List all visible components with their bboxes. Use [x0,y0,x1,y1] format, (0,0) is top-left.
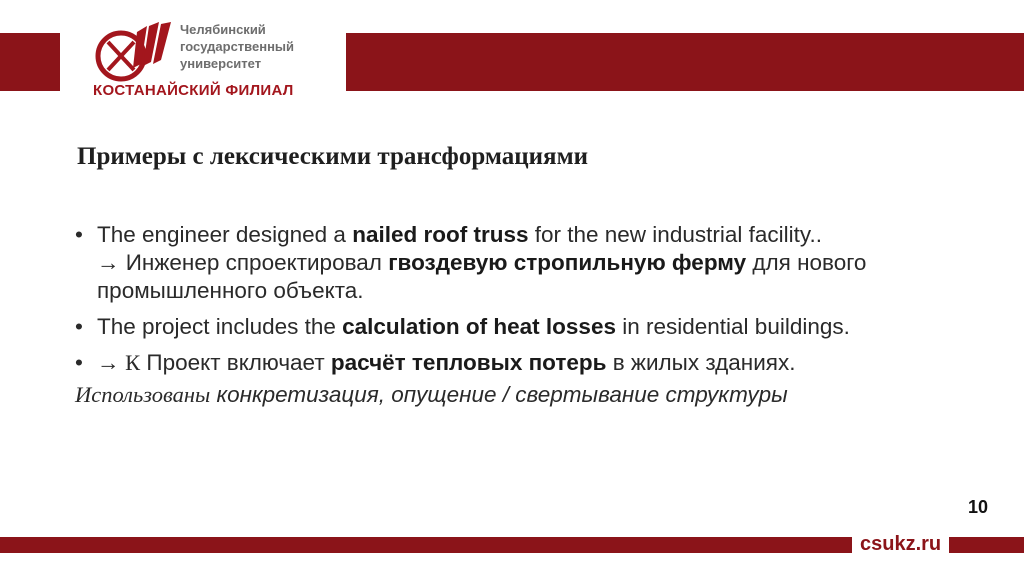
university-logo [93,12,343,102]
list-item [75,221,975,305]
page-number: 10 [968,497,989,517]
header-bar-right [346,33,1024,91]
arrow-icon: → [97,350,120,375]
header-bar-left [0,33,60,91]
university-name-line: государственный [180,39,295,54]
term-russian: расчёт тепловых потерь [330,350,607,375]
term-english: calculation of heat losses [342,314,616,339]
slide-content [75,221,975,409]
transformation-note [75,381,975,409]
note-lead: Использованы [75,382,211,407]
english-text: The engineer designed a [97,222,353,247]
term-russian: гвоздевую стропильную ферму [388,250,747,275]
university-emblem-icon [93,20,175,90]
arrow-icon: → [97,250,120,275]
english-text: The project includes the [97,314,343,339]
branch-name: КОСТАНАЙСКИЙ ФИЛИАЛ [93,82,294,99]
slide-title: Примеры с лексическими трансформациями [77,143,588,170]
site-url: csukz.ru [852,532,949,556]
english-text: in residential buildings. [615,314,850,339]
list-item [75,349,975,377]
list-item [75,313,975,341]
note-text: конкретизация, опущение / свертывание структуры [210,382,788,407]
russian-text: К [119,350,141,375]
term-english: nailed roof truss [352,222,529,247]
bullet-marker: • [75,222,83,247]
russian-text: Инженер спроектировал [119,250,389,275]
english-text: for the new industrial facility.. [528,222,822,247]
bullet-marker: • [75,350,83,375]
university-name-line: университет [180,56,262,71]
russian-text: в жилых зданиях. [606,350,796,375]
university-name-line: Челябинский [180,22,266,37]
bullet-marker: • [75,314,83,339]
russian-text: Проект включает [140,350,331,375]
russian-text: для нового промышленного объекта. [97,250,867,303]
